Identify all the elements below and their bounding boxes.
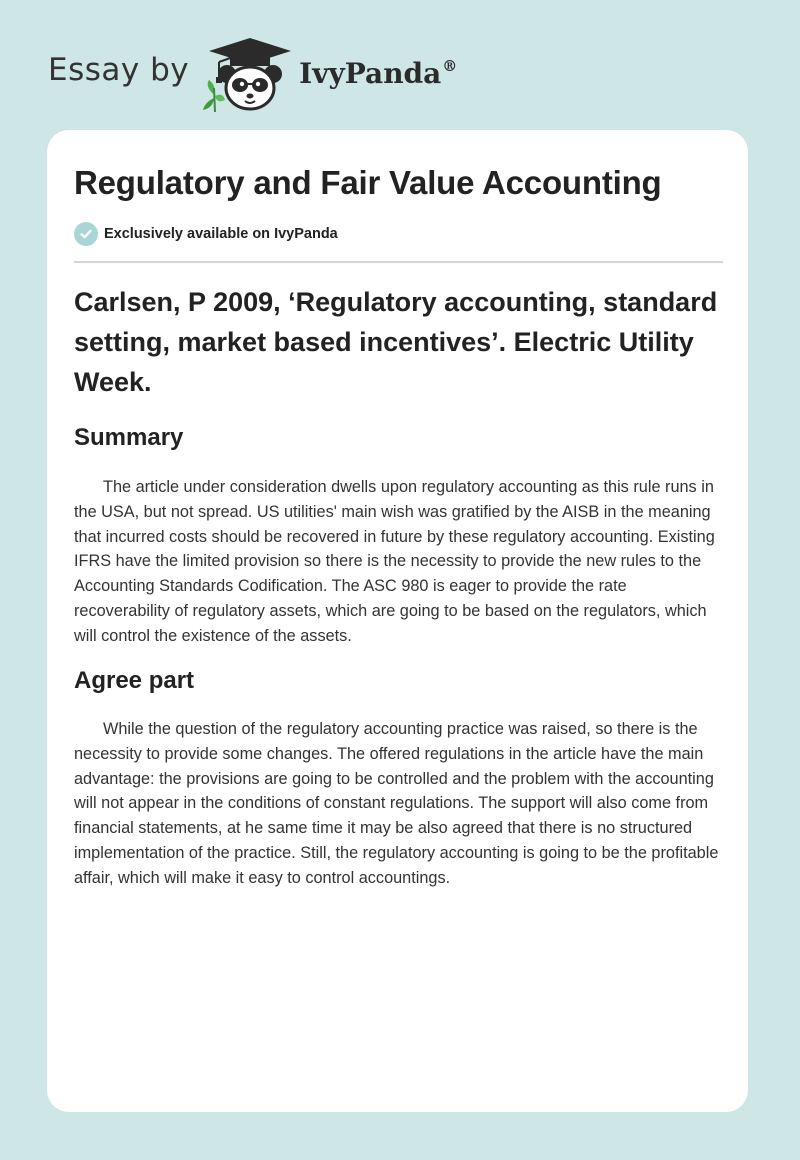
section-heading-summary: Summary [74,424,184,451]
brand-header[interactable] [48,34,457,114]
paragraph-summary: The article under consideration dwells upon regulatory accounting as this rule runs in the USA, but not spread. US utilities' main wish was gratified by the AISB in the meaning that incurred costs should be recovered in future by these regulatory accounting. Existing IFRS have the limited provision so there is the necessity to provide the new rules to the Accounting Standards Codification. The ASC 980 is eager to provide the rate recoverability of regulatory assets, which are going to be based on the regulators, which will control the existence of the assets. [74,478,715,645]
page-title: Regulatory and Fair Value Accounting [74,164,662,201]
exclusive-badge [74,222,338,246]
brand-name-text: IvyPanda [299,56,442,90]
brand-prefix: Essay by [48,52,190,88]
exclusive-badge-text: Exclusively available on IvyPanda [104,226,338,242]
panda-graduate-logo-icon [203,36,297,112]
title-divider [74,261,723,263]
article-card [47,130,748,1112]
section-heading-agree-part: Agree part [74,667,195,694]
check-icon [74,222,98,246]
brand-name [299,57,457,90]
registered-mark: ® [442,56,458,75]
citation-heading: Carlsen, P 2009, ‘Regulatory accounting, standard setting, market based incentives’. Electric Utility Week. [74,287,718,397]
paragraph-agree-part: While the question of the regulatory accounting practice was raised, so there is the necessity to provide some changes. The offered regulations in the article have the main advantage: the provisions are going to be controlled and the problem with the accounting will not appear in the conditions of constant regulations. The support will also come from financial statements, at he same time it may be also agreed that there is no structured implementation of the practice. Still, the regulatory accounting is going to be the profitable affair, which will make it easy to control accountings. [74,720,719,887]
